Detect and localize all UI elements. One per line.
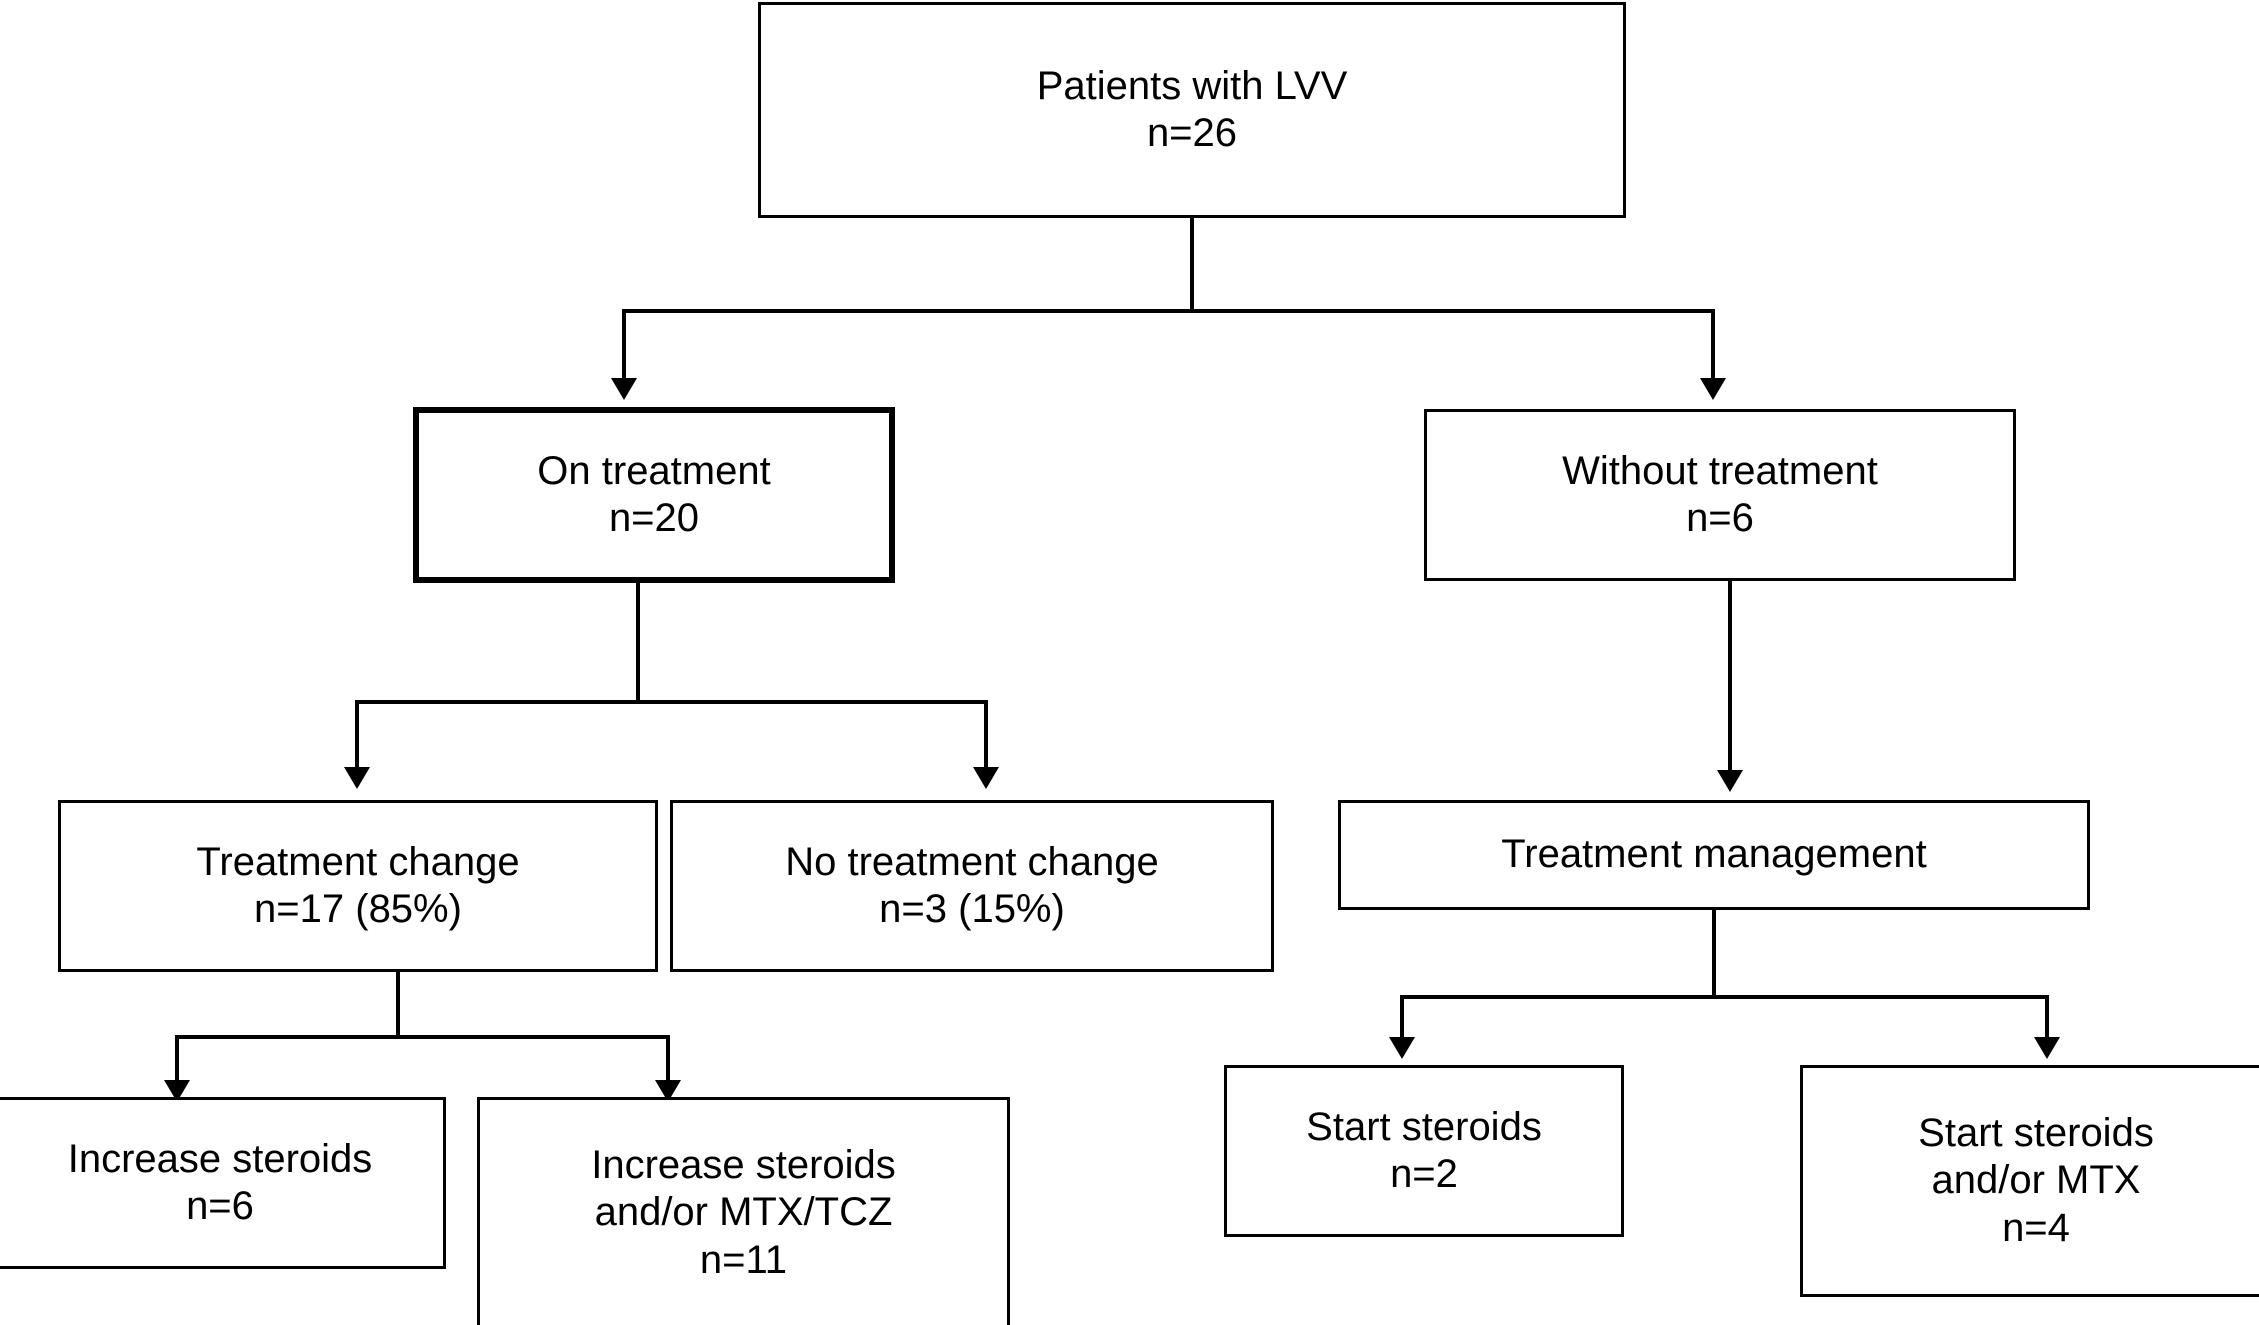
connector-without-treatment-stem (1728, 581, 1732, 773)
node-increase-steroids (0, 1097, 446, 1269)
node-line: n=3 (15%) (879, 887, 1065, 931)
node-treatment-change (58, 800, 658, 972)
connector-start-steroids-mtx-drop (2045, 995, 2049, 1040)
node-line: n=11 (699, 1237, 788, 1282)
arrow-to-start-steroids-mtx (2034, 1037, 2060, 1059)
connector-treatment-change-bus (175, 1035, 670, 1039)
node-line: and/or MTX (1931, 1158, 2141, 1203)
connector-increase-steroids-mtx-drop (666, 1035, 670, 1083)
node-line: n=26 (1146, 111, 1238, 155)
connector-no-treatment-change-drop (984, 700, 988, 770)
arrow-to-treatment-management (1717, 770, 1743, 792)
node-line: Increase steroids (591, 1143, 896, 1188)
arrow-to-on-treatment (611, 378, 637, 400)
node-line: Increase steroids (67, 1136, 373, 1181)
node-line: n=6 (186, 1184, 254, 1228)
connector-root-bus (622, 309, 1714, 313)
node-line: Start steroids (1306, 1104, 1542, 1149)
connector-start-steroids-drop (1400, 995, 1404, 1040)
connector-root-right-drop (1711, 309, 1715, 381)
node-line: Treatment change (196, 839, 520, 884)
node-line: Without treatment (1562, 448, 1878, 493)
node-line: and/or MTX/TCZ (594, 1190, 893, 1235)
connector-treatment-change-drop (355, 700, 359, 770)
node-line: n=2 (1390, 1152, 1458, 1196)
node-line: n=20 (608, 496, 700, 540)
node-line: Start steroids (1918, 1111, 2154, 1156)
arrow-to-treatment-change (344, 767, 370, 789)
connector-increase-steroids-drop (175, 1035, 179, 1083)
arrow-to-start-steroids (1389, 1037, 1415, 1059)
connector-root-stem (1190, 218, 1194, 312)
connector-on-treatment-stem (636, 583, 640, 703)
node-line: On treatment (537, 448, 771, 493)
arrow-to-no-treatment-change (973, 767, 999, 789)
node-treatment-management (1338, 800, 2090, 910)
connector-treatment-change-stem (396, 972, 400, 1038)
node-on-treatment (413, 407, 895, 583)
arrow-to-without-treatment (1700, 378, 1726, 400)
node-line: No treatment change (785, 839, 1159, 884)
node-patients-with-lvv (758, 2, 1626, 218)
node-start-steroids-mtx (1800, 1065, 2259, 1297)
node-no-treatment-change (670, 800, 1274, 972)
node-line: n=4 (2002, 1205, 2070, 1250)
node-start-steroids (1224, 1065, 1624, 1237)
connector-treatment-management-bus (1400, 995, 2048, 999)
connector-treatment-management-stem (1712, 910, 1716, 998)
connector-on-treatment-bus (355, 700, 987, 704)
node-line: n=6 (1686, 496, 1754, 540)
node-line: Patients with LVV (1036, 63, 1348, 108)
node-line: n=17 (85%) (254, 887, 462, 931)
node-increase-steroids-mtx-tcz (477, 1097, 1010, 1325)
connector-root-left-drop (622, 309, 626, 381)
node-without-treatment (1424, 409, 2016, 581)
node-line: Treatment management (1501, 832, 1927, 877)
